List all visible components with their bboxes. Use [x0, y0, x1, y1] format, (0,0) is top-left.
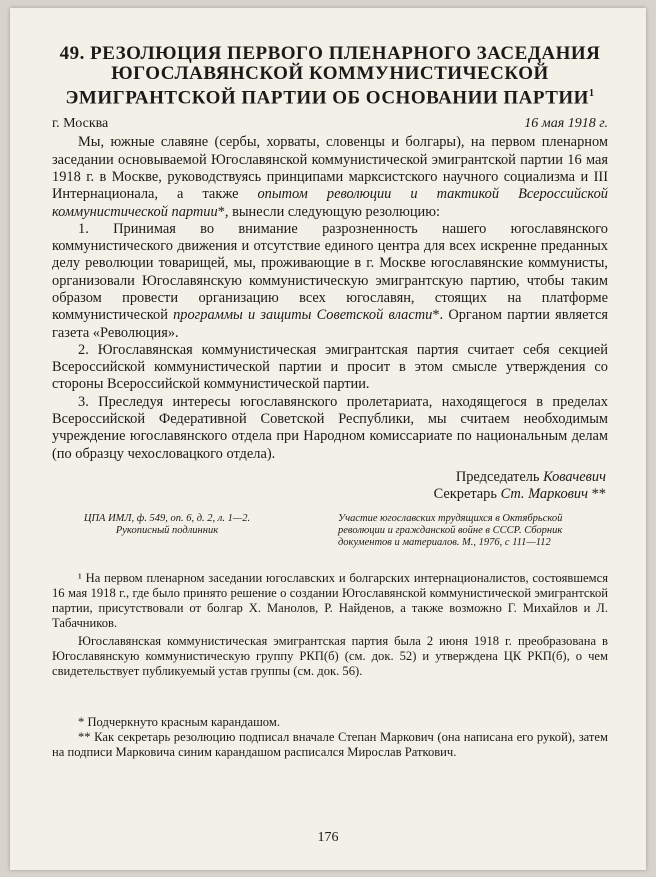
chair-name: Ковачевич — [543, 468, 606, 485]
title-line-2: ЮГОСЛАВЯНСКОЙ КОММУНИСТИЧЕСКОЙ — [111, 63, 549, 84]
intro-text-a: Мы, южные славяне (сербы, хорваты, словенцы и болгары), на первом пленарном заседании основываемой Югославянской коммунистической эмигрантской партии 16 мая 1918 г. в Москве, руководствуясь принципами марксистского научного социализма и III Интернационала, а также — [52, 134, 608, 203]
secretary-label: Секретарь — [433, 485, 497, 502]
title-line-1: 49. РЕЗОЛЮЦИЯ ПЕРВОГО ПЛЕНАРНОГО ЗАСЕДАНИЯ — [59, 43, 601, 64]
place-date-line — [52, 116, 608, 132]
secretary-name: Ст. Маркович — [500, 485, 588, 502]
secretary-footnote-marker: ** — [591, 485, 606, 502]
page-number: 176 — [317, 830, 339, 845]
archive-reference-line-1: ЦПА ИМЛ, ф. 549, оп. 6, д. 2, л. 1—2. — [83, 512, 251, 524]
source-references — [52, 513, 608, 549]
point-1-text-b: *. Органом партии является газета «Революция». — [52, 307, 608, 341]
resolution-point-2: 2. Югославянская коммунистическая эмигрантская партия считает себя секцией Всероссийской коммунистической партии и просит в этом смысле утверждения со стороны Всероссийской коммунистической партии. — [52, 341, 608, 393]
intro-paragraph — [52, 134, 608, 220]
note-star: * Подчеркнуто красным карандашом. — [78, 714, 280, 729]
intro-italic: опытом революции и тактикой Всероссийской коммунистической партии — [52, 186, 608, 220]
resolution-point-1 — [52, 221, 608, 342]
point-1-italic: программы и защиты Советской власти — [173, 307, 433, 324]
resolution-point-3: 3. Преследуя интересы югославянского пролетариата, находящегося в пределах Всероссийской Федеративной Советской Республики, мы считаем необходимым учреждение югославянского отдела при Народном комиссариате по национальным делам (по образцу чехословацкого отдела). — [52, 393, 608, 462]
footnote-1: ¹ На первом пленарном заседании югославских и болгарских интернационалистов, состоявшемся 16 мая 1918 г., где было принято решение о создании Югославянской коммунистической эмигрантской партии, присутствовали от болгар Х. Манолов, Р. Найденов, а также возможно Г. Михайлов и Л. Табачников. — [52, 570, 608, 630]
note-double-star: ** Как секретарь резолюцию подписал вначале Степан Маркович (она написана его рукой), затем на подписи Марковича синим карандашом расписался Мирослав Раткович. — [52, 729, 608, 759]
publication-reference: Участие югославских трудящихся в Октябрьской революции и гражданской войне в СССР. Сборник документов и материалов. М., 1976, с 111—112 — [338, 512, 563, 548]
point-1-text-a: 1. Принимая во внимание разрозненность нашего югославянского коммунистического движения и отсутствие единого центра для всех искренне преданных делу революции товарищей, мы, проживающие в г. Москве югославянские коммунисты, организовали Югославянскую коммунистическую эмигрантскую партию, чтобы таким образом провести организацию всех югославян, стоящих на платформе коммунистической — [52, 220, 608, 324]
archive-reference-line-2: Рукописный подлинник — [115, 524, 219, 536]
title-line-3: ЭМИГРАНТСКОЙ ПАРТИИ ОБ ОСНОВАНИИ ПАРТИИ — [65, 87, 589, 109]
secretary-signature — [52, 486, 606, 503]
signatures — [52, 469, 608, 503]
chair-signature — [52, 469, 606, 486]
document-body — [52, 44, 608, 760]
editorial-notes — [52, 715, 608, 760]
document-title — [52, 44, 608, 108]
footnote-1-continued: Югославянская коммунистическая эмигрантская партия была 2 июня 1918 г. преобразована в Югославянскую коммунистическую группу РКП(б) (см. док. 52) и утверждена ЦК РКП(б), о чем свидетельствует публикуемый устав группы (см. док. 56). — [52, 633, 608, 678]
date: 16 мая 1918 г. — [524, 116, 608, 132]
document-page — [10, 8, 646, 870]
intro-text-b: *, вынесли следующую резолюцию: — [217, 203, 440, 220]
chair-label: Председатель — [455, 468, 540, 485]
place: г. Москва — [52, 116, 109, 132]
title-footnote-marker: 1 — [588, 88, 595, 99]
archive-reference — [52, 513, 282, 549]
